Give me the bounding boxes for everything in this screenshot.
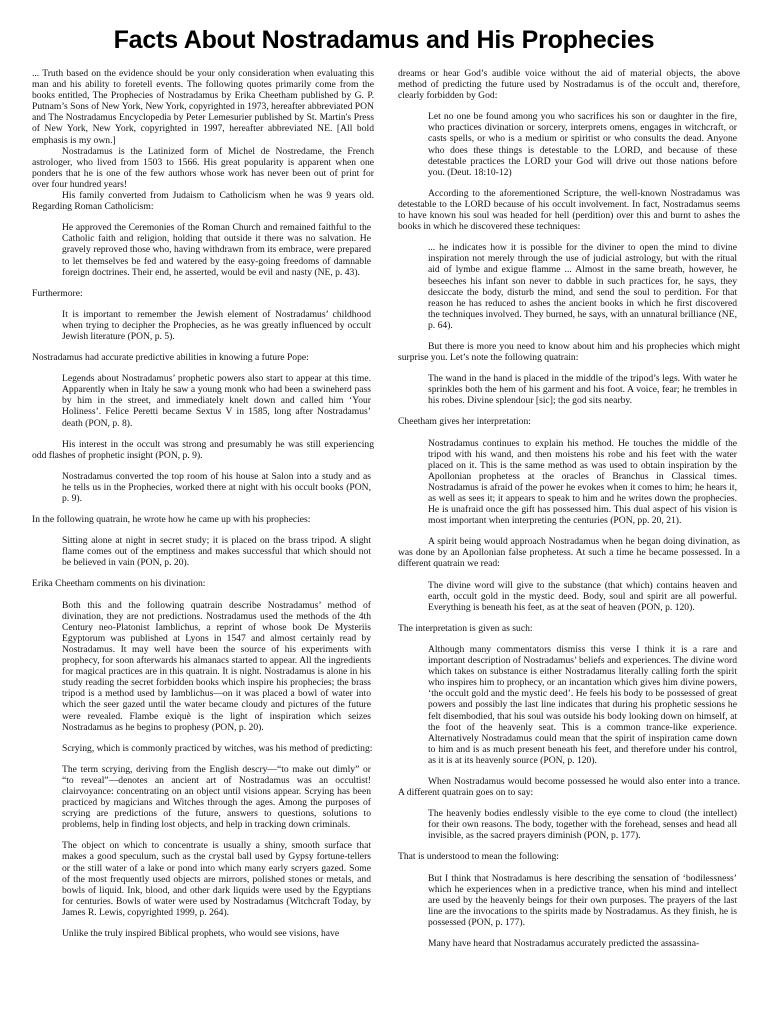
body-paragraph: dreams or hear God’s audible voice without the aid of material objects, the above method of predicting the future used by Nostradamus is of the occult and, therefore, clearly forbidden by God: <box>398 68 740 102</box>
body-paragraph: His interest in the occult was strong and presumably he was still experiencing odd flashes of prophetic insight (PON, p. 9). <box>32 438 374 461</box>
body-paragraph: Furthermore: <box>32 287 83 299</box>
block-quote-paragraph: Both this and the following quatrain describe Nostradamus’ method of divination, they are not predictions. Nostradamus used the methods of the 4th Century neo-Platonist Iamblichus, a reprint of whose book De Mysteriis Egyptorum was published at Lyons in 1547 and almost certainly read by Nostradamus. It may well have been the source of his experiments with prophecy, for soon afterwards his almanacs started to appear. All the ingredients for magical practices are in this quatrain. It is night. Nostradamus is alone in his study reading the secret forbidden books which inspire his prophecies; the brass tripod is a method used by Iamblichus—on it was placed a bowl of water into which the seer gazed until the water became cloudy and pictures of the future were revealed. Flambe exiquè is the light of inspiration which seizes Nostradamus as he begins to prophesy (PON, p. 20). <box>62 599 371 733</box>
block-quote-paragraph: He approved the Ceremonies of the Roman Church and remained faithful to the Catholic faith and religion, holding that outside it there was no salvation. He gravely reproved those who, having withdrawn from its embrace, were prepared to let themselves be fed and watered by the easy-going freedoms of damnable foreign doctrines. Their end, he asserted, would be evil and nasty (NE, p. 43). <box>62 222 371 278</box>
page-title: Facts About Nostradamus and His Prophecies <box>113 26 655 54</box>
body-paragraph: His family converted from Judaism to Catholicism when he was 9 years old. Regarding Roman Catholicism: <box>32 190 374 213</box>
block-quote <box>62 373 371 428</box>
body-paragraph: In the following quatrain, he wrote how he came up with his prophecies: <box>32 514 311 526</box>
body-paragraph: Scrying, which is commonly practiced by witches, was his method of predicting: <box>62 742 373 754</box>
block-quote-paragraph: The divine word will give to the substance (that which) contains heaven and earth, occult gold in the mystic deed. Body, soul and spirit are all powerful. Everything is beneath his feet, as at the seat of heaven (PON, p. 120). <box>428 579 737 613</box>
block-quote <box>62 764 371 939</box>
body-paragraph: Nostradamus had accurate predictive abilities in knowing a future Pope: <box>32 352 309 364</box>
body-paragraph: But there is more you need to know about him and his prophecies which might surprise you. Let’s note the following quatrain: <box>398 340 740 364</box>
body-paragraph: That is understood to mean the following: <box>398 851 559 863</box>
block-quote <box>62 600 371 733</box>
block-quote-paragraph: ... he indicates how it is possible for the diviner to open the mind to divine inspiration not merely through the use of judicial astrology, but with the ritual aid of lymbe and exigue flamme ... Almost in the same breath, however, he beseeches his infant son never to dabble in such practices for, he says, they desiccate the body, disturb the mind, and send the soul to perdition. For that reason he has reduced to ashes the ancient books in which he first discovered the techniques involved. They burned, he says, with an unnatural brilliance (NE, p. 64). <box>428 242 737 331</box>
block-quote <box>62 222 371 277</box>
block-quote <box>428 242 737 331</box>
body-paragraph: A spirit being would approach Nostradamus when he began doing divination, as was done by an Apollonian false prophetess. At such a time he became possessed. In a different quatrain we read: <box>398 536 740 570</box>
block-quote <box>62 309 371 342</box>
block-quote-paragraph: Unlike the truly inspired Biblical prophets, who would see visions, have <box>62 928 340 939</box>
block-quote-paragraph: Although many commentators dismiss this verse I think it is a rare and important description of Nostradamus’ beliefs and experiences. The divine word which takes on substance is either Nostradamus literally calling forth the spirit who inspires him to prophecy, or an incantation which gives him divine powers, ‘the occult gold and the mystic deed’. He feels his body to be possessed of great powers and possibly the last line indicates that during his prophetic sessions he felt disembodied, that his soul was outside his body looking down on himself, at the foot of the heavenly seat. This is a common trance-like experience. Alternatively Nostradamus could mean that the spirit of inspiration came down to him and is as much present beneath his feet, and therefore under his control, as it is at its heavenly source (PON, p. 120). <box>428 643 737 766</box>
body-paragraph: According to the aforementioned Scripture, the well-known Nostradamus was detestable to the LORD because of his occult involvement. In fact, Nostradamus seems to have known his soul was headed for hell (perdition) over this and burnt to ashes the books in which he discovered these techniques: <box>398 187 740 233</box>
block-quote-paragraph: The heavenly bodies endlessly visible to the eye come to cloud (the intellect) for their own reasons. The body, together with the forehead, senses and head all invisible, as the sacred prayers diminish (PON, p. 177). <box>428 808 737 842</box>
block-quote-paragraph: Nostradamus converted the top room of his house at Salon into a study and as he tells us in the Prophecies, worked there at night with his occult books (PON, p. 9). <box>62 470 371 504</box>
block-quote-paragraph: Legends about Nostradamus’ prophetic powers also start to appear at this time. Apparently when in Italy he saw a young monk who had been a swineherd pass by him in the street, and immediately knelt down and called him ‘Your Holiness’. Felice Peretti became Sextus V in 1585, long after Nostradamus’ death (PON, p. 8). <box>62 373 371 429</box>
block-quote-paragraph: The wand in the hand is placed in the middle of the tripod’s legs. With water he sprinkles both the hem of his garment and his foot. A voice, fear; he trembles in his robes. Divine splendour [sic]; the god sits nearby. <box>428 373 737 407</box>
block-quote-paragraph: But I think that Nostradamus is here describing the sensation of ‘bodilessness’ which he experiences when in a predictive trance, when his mind and intellect are used by the heavenly beings for their own purposes. The prayers of the last line are the invocations to the spirits made by Nostradamus. As they finish, he is possessed (PON, p. 177). <box>428 872 737 928</box>
block-quote-paragraph: Let no one be found among you who sacrifices his son or daughter in the fire, who practices divination or sorcery, interprets omens, engages in witchcraft, or casts spells, or who is a medium or spiritist or who consults the dead. Anyone who does these things is detestable to the LORD, and because of these detestable practices the LORD your God will drive out those nations before you. (Deut. 18:10-12) <box>428 111 737 178</box>
body-paragraph: When Nostradamus would become possessed he would also enter into a trance. A different quatrain goes on to say: <box>398 775 740 799</box>
block-quote-paragraph: The term scrying, deriving from the English descry—“to make out dimly” or “to reveal”—denotes an ancient art of Nostradamus was an occultist! clairvoyance: concentrating on an object until visions appear. Scrying has been practiced by magicians and Witches through the ages. Among the purposes of scrying are predictions of the future, answers to questions, solutions to problems, help in finding lost objects, and help in tracking down criminals. <box>62 763 371 831</box>
block-quote-paragraph: Many have heard that Nostradamus accurately predicted the assassina- <box>428 938 700 949</box>
block-quote <box>428 580 737 613</box>
block-quote <box>62 535 371 568</box>
body-paragraph: Cheetham gives her interpretation: <box>398 416 531 428</box>
block-quote-paragraph: Sitting alone at night in secret study; it is placed on the brass tripod. A slight flame comes out of the emptiness and makes successful that which should not be believed in vain (PON, p. 20). <box>62 535 371 569</box>
body-paragraph: Nostradamus is the Latinized form of Michel de Nostredame, the French astrologer, who lived from 1503 to 1566. His great popularity is apparent when one ponders that he is one of the few authors whose work has never been out of print for over four hundred years! <box>32 145 374 190</box>
body-paragraph: The interpretation is given as such: <box>398 622 533 634</box>
body-paragraph: Erika Cheetham comments on his divination: <box>32 578 206 590</box>
block-quote <box>428 644 737 766</box>
block-quote <box>428 873 737 950</box>
block-quote <box>428 808 737 841</box>
block-quote-paragraph: The object on which to concentrate is usually a shiny, smooth surface that makes a good speculum, such as the crystal ball used by Gypsy fortune-tellers or the still water of a lake or pond into which many early scryers gazed. Some of the most frequently used objects are mirrors, polished stones or metals, and bowls of liquid. Ink, blood, and other dark liquids were used by the Egyptians for centuries. Bowls of water were used by Nostradamus (Witchcraft Today, by James R. Lewis, copyrighted 1999, p. 264). <box>62 840 371 918</box>
block-quote <box>428 373 737 406</box>
block-quote <box>62 471 371 504</box>
right-column <box>398 68 740 949</box>
body-paragraph: ... Truth based on the evidence should be your only consideration when evaluating this man and his ability to foretell events. The following quotes primarily come from the books entitled, The Prophecies of Nostradamus by Erika Cheetham published by G. P. Putnam’s Sons of New York, New York, copyrighted in 1973, hereafter abbreviated PON and The Nostradamus Encyclopedia by Peter Lemesurier published by St. Martin's Press of New York, New York, copyrighted in 1997, hereafter abbreviated NE. [All bold emphasis is my own.] <box>32 68 374 146</box>
left-column <box>32 68 374 939</box>
block-quote-paragraph: It is important to remember the Jewish element of Nostradamus’ childhood when trying to decipher the Prophecies, as he was greatly influenced by occult Jewish literature (PON, p. 5). <box>62 308 371 342</box>
block-quote <box>428 111 737 178</box>
block-quote-paragraph: Nostradamus continues to explain his method. He touches the middle of the tripod with his wand, and then moistens his robe and his feet with the water placed on it. This is the same method as was used to obtain inspiration by the Apollonian prophetess at the oracles of Branchus in Classical times. Nostradamus is afraid of the power he evokes when it comes to him; he hears it, as well as sees it; it appears to speak to him and he writes down the prophecies. He is unafraid once the gift has possessed him. This dual aspect of his vision is most important when interpreting the centuries (PON, pp. 20, 21). <box>428 437 737 527</box>
block-quote <box>428 438 737 527</box>
